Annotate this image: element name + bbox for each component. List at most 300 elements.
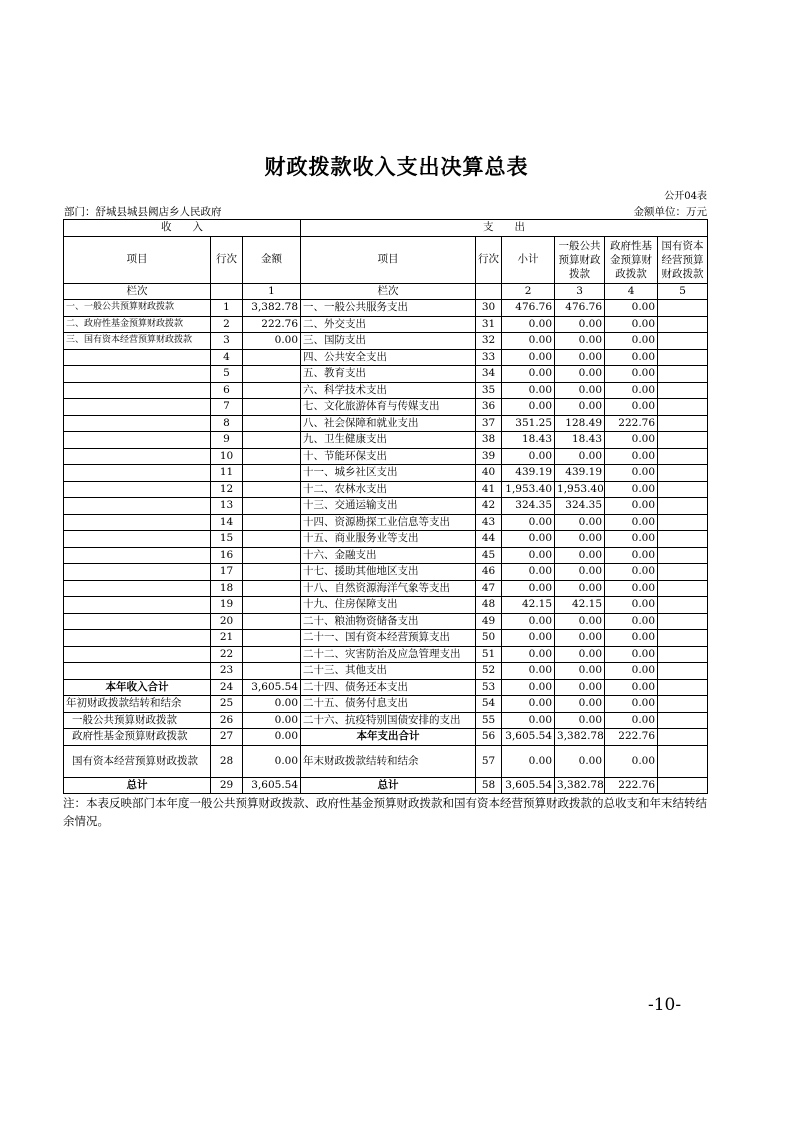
expense-item: 十二、农林水支出	[301, 481, 476, 498]
expense-item: 十六、金融支出	[301, 547, 476, 564]
general-budget-cell: 3,382.78	[555, 729, 605, 746]
income-line: 6	[211, 382, 243, 399]
general-budget-cell: 0.00	[555, 630, 605, 647]
expense-line: 32	[476, 333, 502, 350]
income-line: 1	[211, 300, 243, 317]
income-amount: 0.00	[243, 729, 301, 746]
subtotal-cell: 0.00	[502, 349, 555, 366]
state-capital-cell	[658, 777, 708, 794]
subtotal-cell: 0.00	[502, 366, 555, 383]
income-item	[64, 399, 211, 416]
expense-item: 八、社会保障和就业支出	[301, 415, 476, 432]
table-row	[64, 366, 708, 383]
income-item	[64, 580, 211, 597]
income-line: 15	[211, 531, 243, 548]
income-item: 本年收入合计	[64, 679, 211, 696]
income-item	[64, 547, 211, 564]
income-item-header: 项目	[64, 236, 211, 283]
table-row	[64, 333, 708, 350]
income-line: 16	[211, 547, 243, 564]
subtotal-cell: 0.00	[502, 531, 555, 548]
income-line: 23	[211, 663, 243, 680]
income-amount: 0.00	[243, 333, 301, 350]
subtotal-cell: 1,953.40	[502, 481, 555, 498]
income-line: 5	[211, 366, 243, 383]
table-row	[64, 580, 708, 597]
income-item	[64, 349, 211, 366]
state-capital-cell	[658, 679, 708, 696]
income-amount	[243, 646, 301, 663]
fund-budget-cell: 0.00	[605, 316, 658, 333]
fund-budget-cell: 0.00	[605, 448, 658, 465]
general-budget-cell: 0.00	[555, 514, 605, 531]
form-code: 公开04表	[664, 191, 707, 202]
unit-label: 金额单位：万元	[633, 206, 707, 218]
subtotal-cell: 476.76	[502, 300, 555, 317]
table-row	[64, 514, 708, 531]
table-body	[64, 300, 708, 794]
income-item	[64, 498, 211, 515]
state-capital-cell	[658, 481, 708, 498]
income-amount	[243, 448, 301, 465]
fund-budget-cell: 0.00	[605, 432, 658, 449]
state-capital-cell	[658, 366, 708, 383]
table-row	[64, 613, 708, 630]
expense-line: 35	[476, 382, 502, 399]
expense-line: 50	[476, 630, 502, 647]
fund-budget-cell: 0.00	[605, 366, 658, 383]
col-number: 2	[502, 283, 555, 300]
fund-budget-cell: 0.00	[605, 498, 658, 515]
income-line: 10	[211, 448, 243, 465]
expense-line: 36	[476, 399, 502, 416]
income-item	[64, 646, 211, 663]
table-row	[64, 399, 708, 416]
table-row	[64, 663, 708, 680]
page-title: 财政拨款收入支出决算总表	[264, 155, 529, 179]
income-line: 27	[211, 729, 243, 746]
expense-line: 39	[476, 448, 502, 465]
col-label: 栏次	[301, 283, 476, 300]
subtotal-cell: 0.00	[502, 630, 555, 647]
fund-budget-cell: 0.00	[605, 300, 658, 317]
state-capital-cell	[658, 613, 708, 630]
income-amount: 222.76	[243, 316, 301, 333]
fund-budget-cell: 0.00	[605, 679, 658, 696]
table-row	[64, 777, 708, 794]
state-capital-cell	[658, 399, 708, 416]
general-budget-cell: 0.00	[555, 547, 605, 564]
expense-item: 本年支出合计	[301, 729, 476, 746]
general-budget-cell: 1,953.40	[555, 481, 605, 498]
subtotal-cell: 42.15	[502, 597, 555, 614]
general-budget-cell: 0.00	[555, 613, 605, 630]
expense-item-header: 项目	[301, 236, 476, 283]
income-item: 年初财政拨款结转和结余	[64, 696, 211, 713]
expense-item: 二十五、债务付息支出	[301, 696, 476, 713]
fund-budget-cell: 0.00	[605, 382, 658, 399]
fund-budget-cell: 0.00	[605, 663, 658, 680]
general-budget-cell: 0.00	[555, 382, 605, 399]
fund-budget-cell: 222.76	[605, 415, 658, 432]
table-row	[64, 498, 708, 515]
table-row	[64, 349, 708, 366]
income-line: 14	[211, 514, 243, 531]
expense-line: 51	[476, 646, 502, 663]
state-capital-cell	[658, 729, 708, 746]
header-section-row	[64, 220, 708, 237]
subtotal-cell: 3,605.54	[502, 777, 555, 794]
table-row	[64, 531, 708, 548]
fund-budget-cell: 0.00	[605, 646, 658, 663]
subtotal-cell: 0.00	[502, 382, 555, 399]
expense-item: 总计	[301, 777, 476, 794]
expense-item: 三、国防支出	[301, 333, 476, 350]
subtotal-cell: 351.25	[502, 415, 555, 432]
subtotal-cell: 0.00	[502, 646, 555, 663]
expense-item: 十七、援助其他地区支出	[301, 564, 476, 581]
income-amount	[243, 514, 301, 531]
income-amount	[243, 349, 301, 366]
income-line: 12	[211, 481, 243, 498]
subtotal-cell: 0.00	[502, 712, 555, 729]
income-line-header: 行次	[211, 236, 243, 283]
expense-line: 54	[476, 696, 502, 713]
table-row	[64, 415, 708, 432]
state-capital-cell	[658, 432, 708, 449]
income-amount	[243, 382, 301, 399]
income-amount	[243, 366, 301, 383]
fund-budget-cell: 0.00	[605, 481, 658, 498]
expense-item: 十、节能环保支出	[301, 448, 476, 465]
col-number: 4	[605, 283, 658, 300]
department-label: 部门：舒城县城县阙店乡人民政府	[64, 206, 222, 218]
income-item	[64, 382, 211, 399]
general-budget-cell: 0.00	[555, 333, 605, 350]
state-capital-cell	[658, 300, 708, 317]
subtotal-cell: 0.00	[502, 316, 555, 333]
expense-item: 一、一般公共服务支出	[301, 300, 476, 317]
income-line: 7	[211, 399, 243, 416]
state-capital-cell	[658, 564, 708, 581]
income-amount	[243, 564, 301, 581]
income-amount	[243, 613, 301, 630]
expense-item: 二十、粮油物资储备支出	[301, 613, 476, 630]
income-line: 11	[211, 465, 243, 482]
expense-line: 34	[476, 366, 502, 383]
table-row	[64, 465, 708, 482]
income-amount: 0.00	[243, 745, 301, 777]
income-line: 19	[211, 597, 243, 614]
income-amount: 3,382.78	[243, 300, 301, 317]
income-amount-header: 金额	[243, 236, 301, 283]
general-budget-cell: 0.00	[555, 349, 605, 366]
fund-budget-cell: 0.00	[605, 745, 658, 777]
income-line: 29	[211, 777, 243, 794]
expense-line: 42	[476, 498, 502, 515]
state-capital-cell	[658, 333, 708, 350]
table-row	[64, 729, 708, 746]
subtotal-cell: 18.43	[502, 432, 555, 449]
expense-line: 31	[476, 316, 502, 333]
state-capital-cell	[658, 712, 708, 729]
table-row	[64, 679, 708, 696]
expense-item: 十五、商业服务业等支出	[301, 531, 476, 548]
general-budget-cell: 0.00	[555, 564, 605, 581]
expense-line: 48	[476, 597, 502, 614]
income-amount	[243, 547, 301, 564]
subtotal-cell: 0.00	[502, 580, 555, 597]
expense-item: 十三、交通运输支出	[301, 498, 476, 515]
income-amount	[243, 630, 301, 647]
income-item	[64, 663, 211, 680]
expense-line: 49	[476, 613, 502, 630]
table-row	[64, 382, 708, 399]
expense-item: 六、科学技术支出	[301, 382, 476, 399]
expense-line: 56	[476, 729, 502, 746]
state-capital-cell	[658, 465, 708, 482]
footnote: 注：本表反映部门本年度一般公共预算财政拨款、政府性基金预算财政拨款和国有资本经营预算财政拨款的总收支和年末结转结余情况。	[63, 796, 707, 828]
income-item	[64, 514, 211, 531]
state-capital-cell	[658, 547, 708, 564]
income-amount	[243, 432, 301, 449]
state-capital-cell	[658, 349, 708, 366]
subtotal-cell: 0.00	[502, 399, 555, 416]
expense-item: 二十三、其他支出	[301, 663, 476, 680]
subtotal-cell: 0.00	[502, 514, 555, 531]
state-capital-cell	[658, 415, 708, 432]
fund-budget-cell: 222.76	[605, 729, 658, 746]
state-capital-cell	[658, 663, 708, 680]
fund-budget-cell: 0.00	[605, 531, 658, 548]
income-item	[64, 613, 211, 630]
fund-budget-cell: 0.00	[605, 564, 658, 581]
expense-item: 二十六、抗疫特别国债安排的支出	[301, 712, 476, 729]
income-item: 三、国有资本经营预算财政拨款	[64, 333, 211, 350]
page-number: -10-	[648, 995, 682, 1015]
state-capital-header: 国有资本经营预算财政拨款	[658, 236, 708, 283]
income-line: 8	[211, 415, 243, 432]
table-row	[64, 696, 708, 713]
income-item	[64, 630, 211, 647]
expense-line: 41	[476, 481, 502, 498]
table-row	[64, 316, 708, 333]
general-budget-header: 一般公共预算财政拨款	[555, 236, 605, 283]
fund-budget-cell: 0.00	[605, 712, 658, 729]
general-budget-cell: 0.00	[555, 316, 605, 333]
expense-item: 九、卫生健康支出	[301, 432, 476, 449]
income-line: 22	[211, 646, 243, 663]
table-row	[64, 432, 708, 449]
fund-budget-cell: 0.00	[605, 597, 658, 614]
header-column-row	[64, 236, 708, 283]
fund-budget-cell: 0.00	[605, 399, 658, 416]
fund-budget-cell: 0.00	[605, 333, 658, 350]
fund-budget-cell: 0.00	[605, 465, 658, 482]
subtotal-cell: 0.00	[502, 547, 555, 564]
income-amount	[243, 580, 301, 597]
subtotal-header: 小计	[502, 236, 555, 283]
fund-budget-cell: 0.00	[605, 613, 658, 630]
col-number: 3	[555, 283, 605, 300]
expense-item: 二、外交支出	[301, 316, 476, 333]
state-capital-cell	[658, 498, 708, 515]
state-capital-cell	[658, 382, 708, 399]
income-header: 收 入	[64, 220, 301, 237]
income-amount	[243, 415, 301, 432]
expense-line: 45	[476, 547, 502, 564]
expense-item: 五、教育支出	[301, 366, 476, 383]
subtotal-cell: 0.00	[502, 679, 555, 696]
col-number: 5	[658, 283, 708, 300]
expense-item: 二十二、灾害防治及应急管理支出	[301, 646, 476, 663]
income-item	[64, 481, 211, 498]
table-row	[64, 597, 708, 614]
expense-line: 37	[476, 415, 502, 432]
income-line: 9	[211, 432, 243, 449]
expense-line: 58	[476, 777, 502, 794]
general-budget-cell: 42.15	[555, 597, 605, 614]
income-line: 2	[211, 316, 243, 333]
income-line: 26	[211, 712, 243, 729]
general-budget-cell: 0.00	[555, 531, 605, 548]
income-item	[64, 531, 211, 548]
expense-line: 30	[476, 300, 502, 317]
general-budget-cell: 18.43	[555, 432, 605, 449]
general-budget-cell: 439.19	[555, 465, 605, 482]
subtotal-cell: 0.00	[502, 613, 555, 630]
expense-item: 十八、自然资源海洋气象等支出	[301, 580, 476, 597]
expense-line: 53	[476, 679, 502, 696]
general-budget-cell: 0.00	[555, 745, 605, 777]
expense-line: 33	[476, 349, 502, 366]
general-budget-cell: 0.00	[555, 646, 605, 663]
table-row	[64, 630, 708, 647]
fund-budget-cell: 0.00	[605, 514, 658, 531]
subtotal-cell: 0.00	[502, 564, 555, 581]
income-amount	[243, 531, 301, 548]
state-capital-cell	[658, 630, 708, 647]
income-item	[64, 448, 211, 465]
income-line: 17	[211, 564, 243, 581]
state-capital-cell	[658, 580, 708, 597]
general-budget-cell: 476.76	[555, 300, 605, 317]
fund-budget-cell: 0.00	[605, 547, 658, 564]
income-line: 20	[211, 613, 243, 630]
fund-budget-cell: 0.00	[605, 630, 658, 647]
expense-line: 46	[476, 564, 502, 581]
income-amount	[243, 498, 301, 515]
state-capital-cell	[658, 597, 708, 614]
general-budget-cell: 0.00	[555, 399, 605, 416]
expense-item: 二十四、债务还本支出	[301, 679, 476, 696]
income-amount: 3,605.54	[243, 679, 301, 696]
income-item: 一般公共预算财政拨款	[64, 712, 211, 729]
income-amount	[243, 465, 301, 482]
state-capital-cell	[658, 316, 708, 333]
income-item: 总计	[64, 777, 211, 794]
expense-line: 55	[476, 712, 502, 729]
expense-header: 支 出	[301, 220, 708, 237]
table-row	[64, 564, 708, 581]
subtotal-cell: 0.00	[502, 696, 555, 713]
fund-budget-cell: 0.00	[605, 580, 658, 597]
expense-item: 十九、住房保障支出	[301, 597, 476, 614]
subtotal-cell: 439.19	[502, 465, 555, 482]
income-amount	[243, 663, 301, 680]
table-row	[64, 712, 708, 729]
income-item	[64, 597, 211, 614]
income-line: 18	[211, 580, 243, 597]
expense-item: 十四、资源勘探工业信息等支出	[301, 514, 476, 531]
income-line: 13	[211, 498, 243, 515]
income-item	[64, 415, 211, 432]
income-amount: 0.00	[243, 712, 301, 729]
expense-line: 38	[476, 432, 502, 449]
table-row	[64, 481, 708, 498]
table-row	[64, 300, 708, 317]
general-budget-cell: 3,382.78	[555, 777, 605, 794]
general-budget-cell: 128.49	[555, 415, 605, 432]
state-capital-cell	[658, 531, 708, 548]
subtotal-cell: 324.35	[502, 498, 555, 515]
table-row	[64, 448, 708, 465]
income-item	[64, 432, 211, 449]
income-amount	[243, 597, 301, 614]
col-label: 栏次	[64, 283, 211, 300]
income-item: 国有资本经营预算财政拨款	[64, 745, 211, 777]
expense-item: 七、文化旅游体育与传媒支出	[301, 399, 476, 416]
subtotal-cell: 0.00	[502, 448, 555, 465]
table-row	[64, 646, 708, 663]
income-item: 二、政府性基金预算财政拨款	[64, 316, 211, 333]
state-capital-cell	[658, 696, 708, 713]
fund-budget-header: 政府性基金预算财政拨款	[605, 236, 658, 283]
income-amount: 0.00	[243, 696, 301, 713]
income-amount	[243, 399, 301, 416]
expense-item: 四、公共安全支出	[301, 349, 476, 366]
income-line: 4	[211, 349, 243, 366]
column-number-row	[64, 283, 708, 300]
general-budget-cell: 324.35	[555, 498, 605, 515]
subtotal-cell: 0.00	[502, 663, 555, 680]
general-budget-cell: 0.00	[555, 712, 605, 729]
subtotal-cell: 0.00	[502, 745, 555, 777]
income-item: 一、一般公共预算财政拨款	[64, 300, 211, 317]
state-capital-cell	[658, 646, 708, 663]
income-item	[64, 465, 211, 482]
expense-line: 44	[476, 531, 502, 548]
table-row	[64, 745, 708, 777]
general-budget-cell: 0.00	[555, 580, 605, 597]
table-row	[64, 547, 708, 564]
general-budget-cell: 0.00	[555, 663, 605, 680]
income-line: 24	[211, 679, 243, 696]
income-item	[64, 564, 211, 581]
expense-line-header: 行次	[476, 236, 502, 283]
state-capital-cell	[658, 448, 708, 465]
expense-item: 十一、城乡社区支出	[301, 465, 476, 482]
general-budget-cell: 0.00	[555, 366, 605, 383]
subtotal-cell: 3,605.54	[502, 729, 555, 746]
state-capital-cell	[658, 745, 708, 777]
expense-line: 57	[476, 745, 502, 777]
income-line: 28	[211, 745, 243, 777]
subtotal-cell: 0.00	[502, 333, 555, 350]
income-amount	[243, 481, 301, 498]
expense-line: 52	[476, 663, 502, 680]
expense-item: 年末财政拨款结转和结余	[301, 745, 476, 777]
